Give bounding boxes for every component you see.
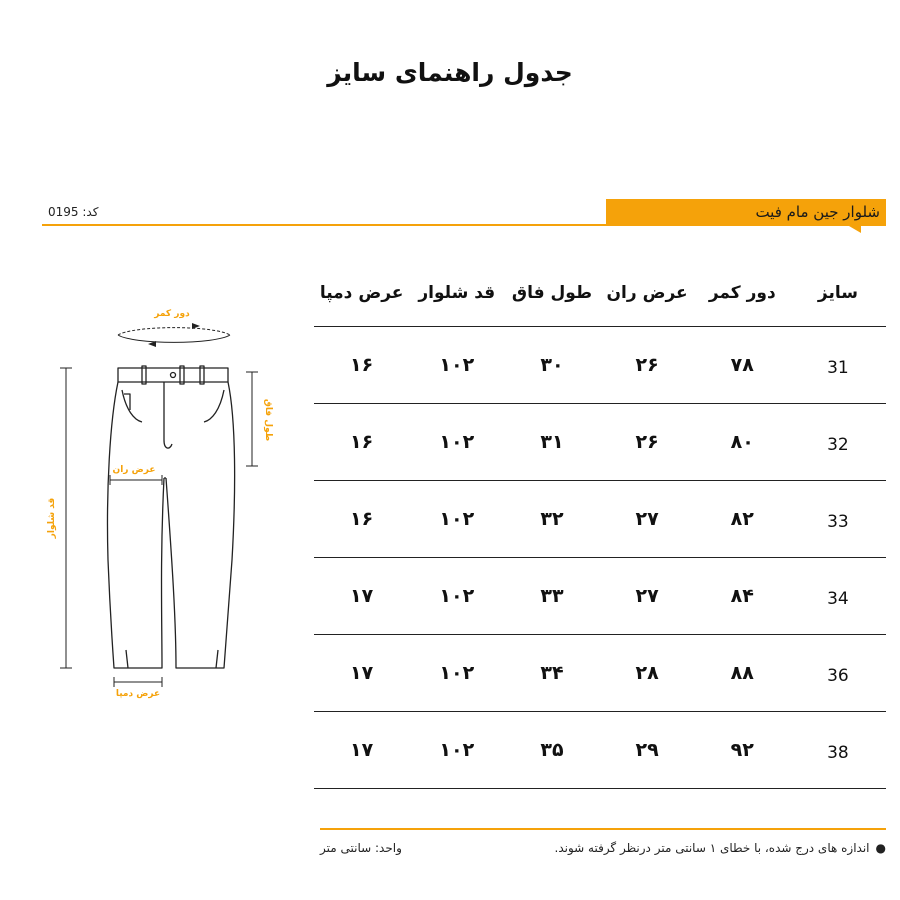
cell-waist: ۸۰ <box>695 404 790 481</box>
footer-divider <box>320 828 886 830</box>
page-title: جدول راهنمای سایز <box>327 58 573 87</box>
cell-hem: ۱۶ <box>314 327 409 404</box>
thigh-label: عرض ران <box>112 465 156 475</box>
product-name-banner <box>606 199 886 226</box>
cell-thigh: ۲۷ <box>600 558 695 635</box>
cell-waist: ۸۴ <box>695 558 790 635</box>
hem-label: عرض دمپا <box>115 689 161 699</box>
product-code: کد: 0195 <box>48 205 99 219</box>
cell-rise: ۳۴ <box>504 635 599 712</box>
cell-hem: ۱۷ <box>314 558 409 635</box>
rise-label: طول فاق <box>263 398 273 442</box>
table-row <box>314 327 886 404</box>
bullet-icon: ● <box>875 841 886 855</box>
product-name: شلوار جین مام فیت <box>755 203 880 221</box>
cell-thigh: ۲۷ <box>600 481 695 558</box>
cell-size: 36 <box>790 635 886 712</box>
thigh-dimension-icon <box>110 475 162 485</box>
waist-label: دور کمر <box>154 309 190 319</box>
cell-waist: ۹۲ <box>695 712 790 789</box>
tolerance-note <box>555 841 887 855</box>
cell-rise: ۳۱ <box>504 404 599 481</box>
rise-dimension-icon <box>246 372 258 466</box>
table-row <box>314 404 886 481</box>
cell-size: 32 <box>790 404 886 481</box>
length-label: قد شلوار <box>47 497 57 539</box>
cell-thigh: ۲۶ <box>600 327 695 404</box>
cell-waist: ۸۲ <box>695 481 790 558</box>
cell-length: ۱۰۲ <box>409 404 504 481</box>
header-length: قد شلوار <box>409 260 504 327</box>
cell-size: 31 <box>790 327 886 404</box>
cell-length: ۱۰۲ <box>409 635 504 712</box>
cell-rise: ۳۳ <box>504 558 599 635</box>
pants-outline-icon <box>107 366 234 668</box>
cell-hem: ۱۷ <box>314 712 409 789</box>
header-rise: طول فاق <box>504 260 599 327</box>
cell-waist: ۸۸ <box>695 635 790 712</box>
table-row <box>314 635 886 712</box>
cell-thigh: ۲۶ <box>600 404 695 481</box>
cell-length: ۱۰۲ <box>409 327 504 404</box>
cell-hem: ۱۷ <box>314 635 409 712</box>
cell-waist: ۷۸ <box>695 327 790 404</box>
cell-hem: ۱۶ <box>314 481 409 558</box>
cell-size: 33 <box>790 481 886 558</box>
table-header-row <box>314 260 886 327</box>
cell-length: ۱۰۲ <box>409 481 504 558</box>
table-row <box>314 481 886 558</box>
cell-rise: ۳۲ <box>504 481 599 558</box>
length-dimension-icon <box>60 368 72 668</box>
header-thigh: عرض ران <box>600 260 695 327</box>
table-row <box>314 558 886 635</box>
hem-dimension-icon <box>114 677 162 687</box>
cell-length: ۱۰۲ <box>409 712 504 789</box>
cell-thigh: ۲۹ <box>600 712 695 789</box>
cell-rise: ۳۵ <box>504 712 599 789</box>
table-row <box>314 712 886 789</box>
cell-thigh: ۲۸ <box>600 635 695 712</box>
pants-measurement-diagram <box>30 300 290 700</box>
unit-label: واحد: سانتی متر <box>320 841 402 855</box>
size-table <box>314 260 886 789</box>
cell-length: ۱۰۲ <box>409 558 504 635</box>
header-waist: دور کمر <box>695 260 790 327</box>
tolerance-note-text: اندازه های درج شده، با خطای ۱ سانتی متر درنظر گرفته شوند. <box>554 841 870 855</box>
cell-rise: ۳۰ <box>504 327 599 404</box>
header-divider <box>42 224 608 226</box>
header-hem: عرض دمپا <box>314 260 409 327</box>
banner-tail <box>849 226 861 233</box>
cell-size: 38 <box>790 712 886 789</box>
cell-hem: ۱۶ <box>314 404 409 481</box>
waist-arrow-icon <box>118 323 230 347</box>
header-size: سایز <box>790 260 886 327</box>
cell-size: 34 <box>790 558 886 635</box>
